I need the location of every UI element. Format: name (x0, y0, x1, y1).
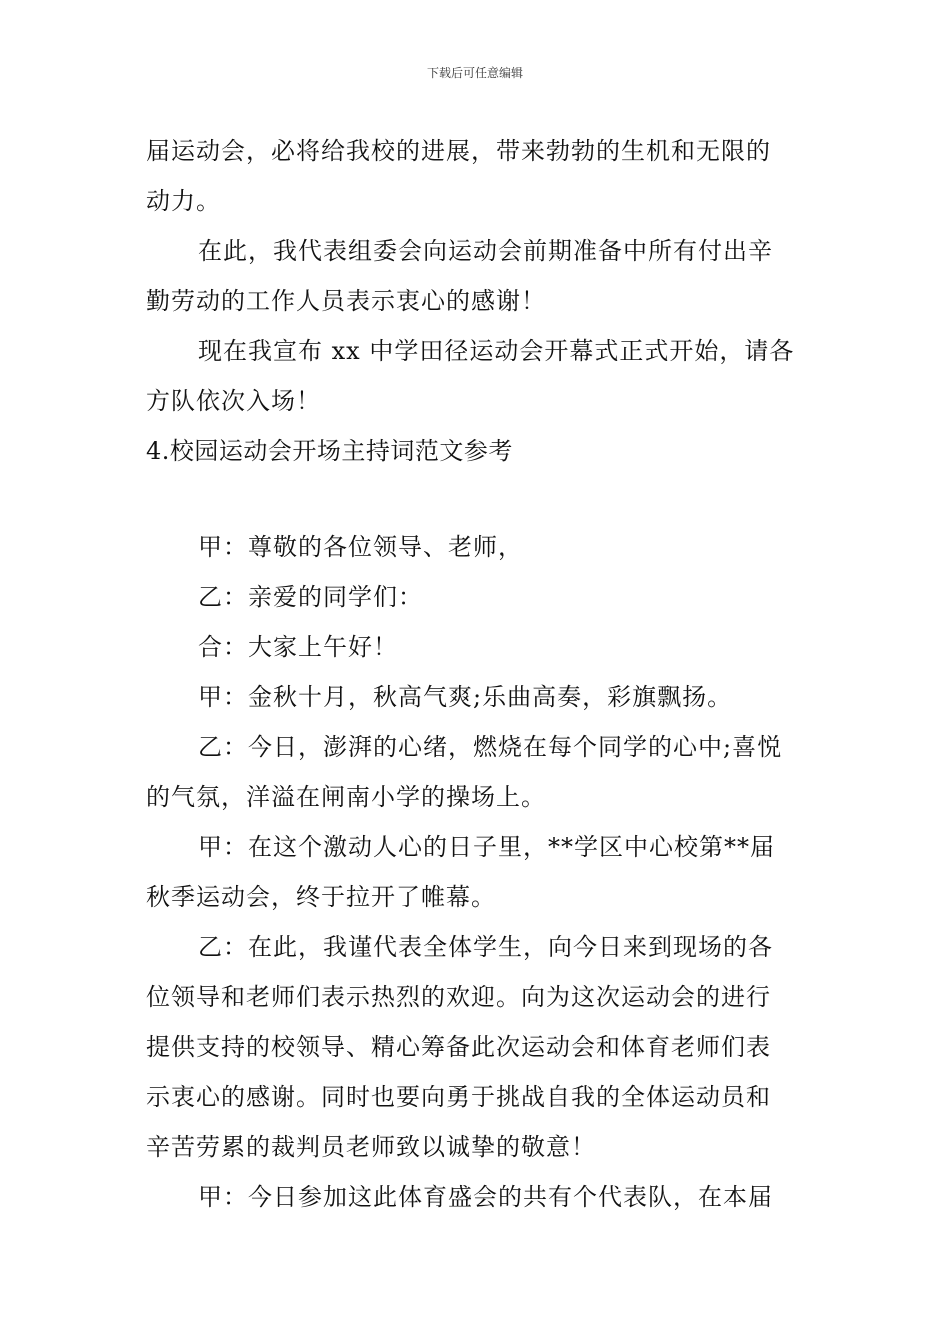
dialogue-line: 甲：金秋十月，秋高气爽;乐曲高奏，彩旗飘扬。 (198, 683, 733, 711)
dialogue-line: 合：大家上午好！ (198, 633, 398, 661)
document-body (146, 126, 812, 1222)
paragraph-line: 动力。 (146, 187, 221, 215)
dialogue-line: 示衷心的感谢。同时也要向勇于挑战自我的全体运动员和 (146, 1083, 771, 1111)
dialogue-line: 甲：在这个激动人心的日子里，**学区中心校第**届 (198, 833, 775, 861)
header-watermark-text: 下载后可任意编辑 (426, 66, 523, 80)
dialogue-line: 甲：今日参加这此体育盛会的共有个代表队，在本届 (198, 1183, 773, 1211)
dialogue-line: 乙：今日，澎湃的心绪，燃烧在每个同学的心中;喜悦 (198, 733, 783, 761)
blank-gap (146, 476, 812, 522)
dialogue-line: 乙：亲爱的同学们： (198, 583, 423, 611)
dialogue-line: 甲：尊敬的各位领导、老师， (198, 533, 523, 561)
paragraph-line: 现在我宣布 xx 中学田径运动会开幕式正式开始，请各 (198, 337, 795, 365)
page-header (0, 64, 950, 82)
dialogue-line: 秋季运动会，终于拉开了帷幕。 (146, 883, 496, 911)
dialogue-line: 提供支持的校领导、精心筹备此次运动会和体育老师们表 (146, 1033, 771, 1061)
paragraph-line: 勤劳动的工作人员表示衷心的感谢！ (146, 287, 546, 315)
dialogue-line: 的气氛，洋溢在闸南小学的操场上。 (146, 783, 546, 811)
paragraph-line: 方队依次入场！ (146, 387, 321, 415)
section-heading: 4.校园运动会开场主持词范文参考 (146, 437, 513, 465)
paragraph-line: 届运动会，必将给我校的进展，带来勃勃的生机和无限的 (146, 137, 771, 165)
paragraph-line: 在此，我代表组委会向运动会前期准备中所有付出辛 (198, 237, 773, 265)
dialogue-line: 乙：在此，我谨代表全体学生，向今日来到现场的各 (198, 933, 773, 961)
dialogue-line: 位领导和老师们表示热烈的欢迎。向为这次运动会的进行 (146, 983, 771, 1011)
dialogue-line: 辛苦劳累的裁判员老师致以诚挚的敬意！ (146, 1133, 596, 1161)
